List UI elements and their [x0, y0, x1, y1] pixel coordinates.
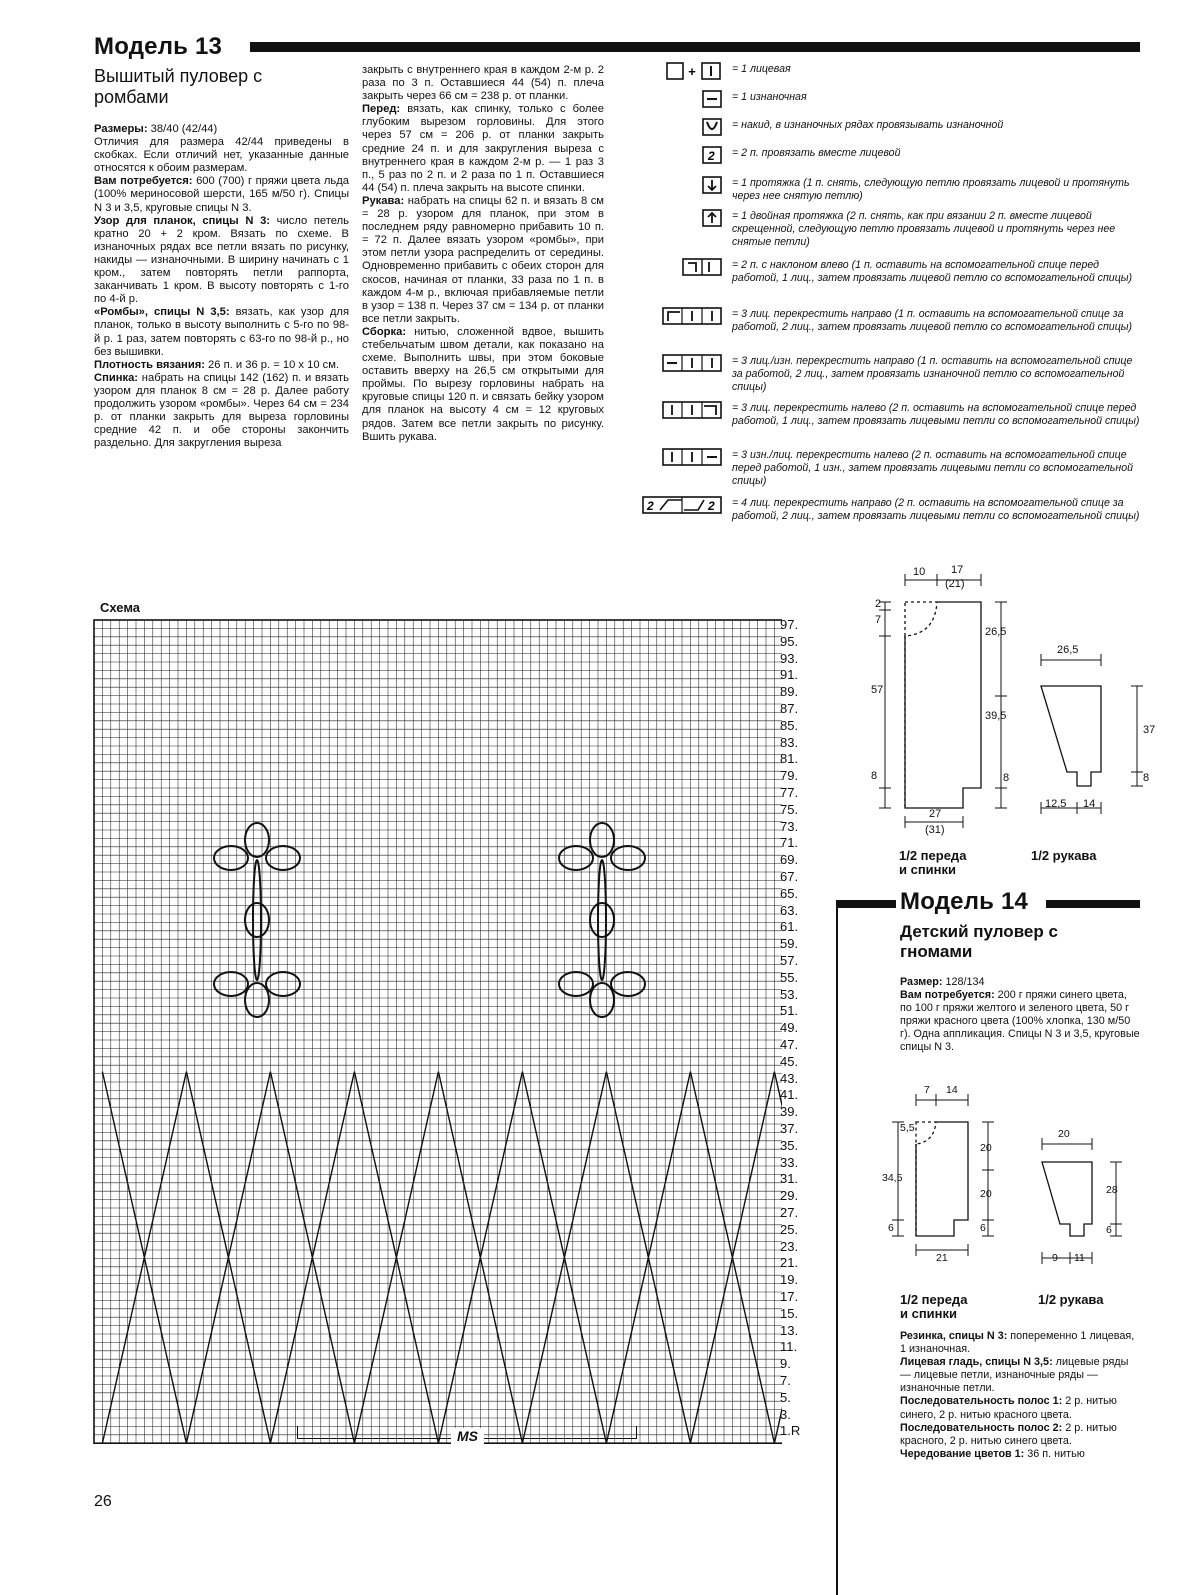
- row-number: 33.: [780, 1154, 799, 1170]
- paragraph: [900, 989, 1140, 1054]
- m14-dim-5-5: 5,5: [900, 1122, 915, 1134]
- model13-title: Модель 13: [94, 33, 223, 60]
- paragraph-label: Резинка, спицы N 3:: [900, 1330, 1008, 1342]
- legend-text: = накид, в изнаночных рядах провязывать изнаночной: [732, 119, 1004, 131]
- model14-schematic: [880, 1080, 1150, 1320]
- m14-dim-7: 7: [924, 1084, 930, 1096]
- row-number: 17.: [780, 1289, 799, 1304]
- k2tog-symbol-icon: [702, 146, 724, 164]
- paragraph: [362, 103, 604, 195]
- paragraph-text: вязать, как узор для планок, только в высоту выполнить с 5-го по 98-й р. 1 раз, затем повторять с 63-го по 98-й р., но без вышивки.: [94, 306, 349, 358]
- paragraph-text: 200 г пряжи синего цвета, по 100 г пряжи желтого и зеленого цвета, 50 г пряжи красного цвета (100% хлопка, 130 м/50 г). Одна аппликация. Спицы N 3 и 3,5, круговые спицы N 3.: [900, 989, 1140, 1054]
- sleeve-dim-26-5: 26,5: [1057, 644, 1079, 656]
- paragraph-label: Размер:: [900, 976, 943, 988]
- row-number: 97.: [780, 617, 799, 632]
- page-number: 26: [94, 1493, 112, 1510]
- paragraph-label: Чередование цветов 1:: [900, 1447, 1025, 1460]
- row-number: 11.: [780, 1339, 798, 1355]
- legend-text: = 1 изнаночная: [732, 91, 807, 103]
- paragraph-label: Плотность вязания:: [94, 358, 205, 371]
- sleeve-dim-12-5: 12,5: [1045, 798, 1067, 810]
- row-number: 27.: [780, 1205, 799, 1220]
- row-number: 87.: [780, 701, 799, 716]
- row-number: 37.: [780, 1121, 799, 1136]
- body-piece-outline: [905, 602, 937, 636]
- legend-text: = 3 лиц./изн. перекрестить направо (1 п. оставить на вспомогательной спице за работой, 2 лиц., затем провязать изнаночной петлю со вспомогательной спицы): [732, 355, 1133, 393]
- row-number: 79.: [780, 768, 799, 784]
- model14-subtitle: Детский пуловер с гномами: [900, 922, 1058, 961]
- m14-dim-34-5: 34,5: [882, 1172, 903, 1184]
- row-number: 43.: [780, 1070, 799, 1086]
- row-number: 19.: [780, 1272, 799, 1288]
- paragraph: [900, 1395, 1140, 1421]
- paragraph-label: Сборка:: [362, 325, 407, 338]
- row-number: 21.: [780, 1255, 799, 1271]
- row-number: 89.: [780, 684, 799, 700]
- m14-dim-6-left: 6: [888, 1222, 894, 1234]
- legend-text: = 1 лицевая: [732, 63, 791, 75]
- scheme-label: Схема: [100, 600, 141, 615]
- paragraph: [94, 372, 349, 451]
- model14-rule-left: [836, 900, 896, 908]
- m14-front-back-caption: 1/2 переда и спинки: [900, 1292, 968, 1321]
- row-number: 91.: [780, 667, 799, 683]
- paragraph-label: «Ромбы», спицы N 3,5:: [94, 306, 230, 319]
- model14-body: [900, 1330, 1140, 1461]
- paragraph: [94, 136, 349, 175]
- paragraph: [900, 1330, 1140, 1356]
- paragraph-text: Отличия для размера 42/44 приведены в скобках. Если отличий нет, указанные данные относятся к обоим размерам.: [94, 136, 349, 175]
- m14-dim-21: 21: [936, 1252, 948, 1264]
- model13-text-col-2: [362, 64, 604, 444]
- paragraph-text: 2 р. нитью синего, 2 р. нитью красного цвета.: [900, 1395, 1117, 1421]
- row-number: 9.: [780, 1356, 791, 1372]
- paragraph-text: 26 п. и 36 р. = 10 х 10 см.: [204, 358, 340, 371]
- paragraph: [94, 175, 349, 214]
- ms-label: MS: [451, 1428, 484, 1444]
- paragraph: [94, 123, 349, 136]
- dim-31: (31): [925, 824, 945, 836]
- m14-sleeve-caption: 1/2 рукава: [1038, 1292, 1104, 1307]
- row-number: 57.: [780, 953, 799, 968]
- row-number: 45.: [780, 1053, 799, 1069]
- dim-27: 27: [929, 808, 942, 820]
- paragraph: [900, 1422, 1140, 1448]
- row-number: 15.: [780, 1305, 799, 1321]
- paragraph-label: Последовательность полос 2:: [900, 1421, 1063, 1434]
- svg-text:+: +: [688, 64, 696, 79]
- sleeve-dim-14: 14: [1083, 798, 1096, 810]
- row-number: 61.: [780, 919, 799, 935]
- m14-dim-14: 14: [946, 1084, 958, 1096]
- paragraph-label: Узор для планок, спицы N 3:: [94, 214, 271, 227]
- dim-57: 57: [871, 684, 884, 696]
- c3r-symbol-icon: [662, 307, 724, 325]
- legend-text: = 1 протяжка (1 п. снять, следующую петлю провязать лицевой и протянуть через нее снятую петлю): [732, 177, 1130, 202]
- paragraph-label: Размеры:: [94, 123, 148, 135]
- legend-text: = 1 двойная протяжка (2 п. снять, как при вязании 2 п. вместе лицевой скрещенной, следующую петлю провязать лицевой и протянуть через нее снятые петли): [732, 210, 1116, 248]
- paragraph-text: 600 (700) г пряжи цвета льда (100% мериносовой шерсти, 165 м/50 г). Спицы N 3 и 3,5, круговые спицы N 3.: [94, 175, 349, 214]
- row-number: 69.: [780, 852, 799, 868]
- header-rule: [250, 42, 1140, 52]
- svg-text:2: 2: [708, 149, 715, 163]
- paragraph-text: набрать на спицы 142 (162) п. и вязать узором для планок 8 см = 28 р. Далее работу продолжить узором «ромбы». Через 64 см = 234 р. от планки закрыть для выреза горловины средние 42 п. и обе стороны закончить раздельно. Для закругления выреза: [94, 371, 349, 450]
- purl-symbol-icon: [702, 90, 724, 108]
- dim-17: 17: [951, 564, 964, 576]
- paragraph: [94, 306, 349, 358]
- paragraph: [362, 64, 604, 103]
- sleeve-dim-37: 37: [1143, 724, 1156, 736]
- paragraph: [94, 215, 349, 307]
- paragraph-text: лицевые ряды — лицевые петли, изнаночные ряды — изнаночные петли.: [900, 1356, 1129, 1395]
- row-number: 95.: [780, 633, 799, 649]
- m14-sleeve-dim-28: 28: [1106, 1184, 1118, 1196]
- knit-symbol-icon: [666, 62, 724, 80]
- row-number: 13.: [780, 1322, 799, 1338]
- legend-text: = 4 лиц. перекрестить направо (2 п. оставить на вспомогательной спице за работой, 2 лиц., затем провязать лицевыми петли со вспомогательной спицы): [732, 497, 1140, 522]
- dim-7: 7: [875, 614, 882, 626]
- m14-sleeve-dim-9: 9: [1052, 1252, 1058, 1264]
- row-number: 59.: [780, 936, 799, 952]
- dim-39-5: 39,5: [985, 710, 1007, 722]
- model13-schematic: [845, 560, 1175, 880]
- model14-rule-right: [1046, 900, 1140, 908]
- paragraph-label: Вам потребуется:: [900, 989, 995, 1002]
- dim-21: (21): [945, 578, 965, 590]
- yo-symbol-icon: [702, 118, 724, 136]
- row-number: 63.: [780, 902, 799, 918]
- paragraph: [362, 326, 604, 444]
- model14-title: Модель 14: [900, 888, 1029, 915]
- row-number: 3.: [780, 1406, 791, 1422]
- legend-text: = 3 лиц. перекрестить направо (1 п. оставить на вспомогательной спице за работой, 2 лиц., затем провязать лицевой петлю со вспомогательной спицы): [732, 308, 1133, 333]
- row-number: 85.: [780, 717, 799, 733]
- knitting-chart: [92, 618, 782, 1468]
- paragraph: [900, 1448, 1140, 1461]
- paragraph-text: 2 р. нитью красного, 2 р. нитью синего цвета.: [900, 1421, 1117, 1447]
- m14-dim-20-bottom: 20: [980, 1188, 992, 1200]
- model13-subtitle: [94, 66, 262, 108]
- m14-dim-20-top: 20: [980, 1142, 992, 1154]
- c3rp-symbol-icon: [662, 354, 724, 372]
- paragraph-label: Лицевая гладь, спицы N 3,5:: [900, 1356, 1053, 1369]
- m14-sleeve-dim-6: 6: [1106, 1224, 1112, 1236]
- row-number: 73.: [780, 818, 799, 834]
- sleeve-caption: 1/2 рукава: [1031, 848, 1097, 863]
- row-number: 23.: [780, 1238, 799, 1254]
- row-number: 25.: [780, 1221, 799, 1237]
- dbl-symbol-icon: [702, 209, 724, 227]
- row-number: 29.: [780, 1188, 799, 1204]
- paragraph-label: Перед:: [362, 103, 401, 116]
- lt-symbol-icon: [682, 258, 724, 276]
- row-number: 31.: [780, 1171, 799, 1187]
- svg-text:2: 2: [647, 499, 654, 513]
- paragraph-text: попеременно 1 лицевая, 1 изнаночная.: [900, 1330, 1135, 1356]
- paragraph-text: 128/134: [942, 976, 985, 988]
- model14-rule-vertical: [836, 900, 838, 1595]
- legend-text: = 2 п. с наклоном влево (1 п. оставить на вспомогательной спице перед работой, 1 лиц., затем провязать лицевой петлю со вспомогательной спицы): [732, 259, 1133, 284]
- paragraph-text: набрать на спицы 62 п. и вязать 8 см = 28 р. узором для планок, при этом в последнем ряду равномерно прибавить 10 п. = 72 п. Далее вязать узором «ромбы», при этом петли узора распределить от середины. Одновременно прибавить с обеих сторон для скосов, начиная от планки, 33 раза по 1 п. в каждом 4-м р., включая прибавляемые петли в узор = 138 п. Через 37 см = 134 р. от планки все петли закрыть.: [362, 194, 604, 325]
- row-number: 7.: [780, 1373, 791, 1388]
- paragraph: [900, 976, 1140, 989]
- row-number: 53.: [780, 986, 799, 1002]
- c4r-symbol-icon: [642, 496, 724, 514]
- model13-text-col-1: [94, 123, 349, 450]
- paragraph: [362, 195, 604, 326]
- row-number: 39.: [780, 1104, 799, 1120]
- row-number: 41.: [780, 1087, 799, 1103]
- row-number: 77.: [780, 785, 799, 800]
- row-number: 81.: [780, 751, 799, 767]
- sleeve-piece-outline: [1041, 686, 1101, 786]
- row-number: 1.R: [780, 1423, 801, 1439]
- row-number: 71.: [780, 835, 799, 851]
- dim-8-right: 8: [1003, 772, 1010, 784]
- legend-text: = 3 лиц. перекрестить налево (2 п. оставить на вспомогательной спице перед работой, 1 лиц., затем провязать лицевыми петли со вспомогательной спицы): [732, 402, 1140, 427]
- m14-dim-6-right: 6: [980, 1222, 986, 1234]
- dim-10: 10: [913, 566, 926, 578]
- row-number: 65.: [780, 885, 799, 901]
- c3l-symbol-icon: [662, 401, 724, 419]
- dim-26-5: 26,5: [985, 626, 1007, 638]
- m14-sleeve-dim-20: 20: [1058, 1128, 1070, 1140]
- paragraph: [94, 359, 349, 372]
- paragraph-text: число петель кратно 20 + 2 кром. Вязать по схеме. В изнаночных рядах все петли вязать по рисунку, накиды — изнаночными. В ширину начинать с 1 кром., затем повторять петли раппорта, заканчивать 1 кром. В высоту повторять с 1-го по 4-й р.: [94, 214, 349, 306]
- legend-text: = 2 п. провязать вместе лицевой: [732, 147, 901, 159]
- dim-2: 2: [875, 598, 882, 610]
- legend-text: = 3 изн./лиц. перекрестить налево (2 п. оставить на вспомогательной спице перед работой, 1 изн., затем провязать лицевыми петли со вспомогательной спицы): [732, 449, 1133, 487]
- paragraph-label: Вам потребуется:: [94, 175, 193, 188]
- row-number: 51.: [780, 1003, 799, 1019]
- svg-text:2: 2: [708, 499, 715, 513]
- c3lp-symbol-icon: [662, 448, 724, 466]
- paragraph-text: 36 п. нитью: [1024, 1447, 1085, 1460]
- dim-8-left: 8: [871, 770, 878, 782]
- front-back-caption: 1/2 переда и спинки: [899, 848, 967, 877]
- paragraph-label: Последовательность полос 1:: [900, 1395, 1063, 1408]
- paragraph-text: нитью, сложенной вдвое, вышить стебельчатым швом детали, как показано на схеме. Выполнить швы, при этом боковые оставить вверху на 26,5 см открытыми для проймы. По вырезу горловины набрать на круговые спицы 120 п. и связать бейку узором для планок на высоту 4 см = 12 круговых рядов. Затем все петли закрыть по рисунку. Вшить рукава.: [362, 325, 604, 443]
- m14-sleeve-dim-11: 11: [1074, 1252, 1085, 1264]
- row-number: 55.: [780, 969, 799, 985]
- row-number: 75.: [780, 801, 799, 817]
- row-number: 35.: [780, 1137, 799, 1153]
- ssk-symbol-icon: [702, 176, 724, 194]
- paragraph-text: 38/40 (42/44): [147, 123, 218, 135]
- sleeve-dim-8: 8: [1143, 772, 1150, 784]
- row-number: 5.: [780, 1389, 791, 1405]
- row-number: 47.: [780, 1037, 799, 1052]
- paragraph-text: закрыть с внутреннего края в каждом 2-м р. 2 раза по 3 п. Оставшиеся 44 (54) п. плеча закрыть через 66 см = 238 р. от планки.: [362, 64, 604, 103]
- row-number: 93.: [780, 650, 799, 666]
- row-number: 49.: [780, 1020, 799, 1036]
- paragraph-label: Спинка:: [94, 371, 139, 384]
- paragraph-text: вязать, как спинку, только с более глубоким вырезом горловины. Для этого через 57 см = 206 р. от планки закрыть средние 24 п. и для закругления выреза с внутреннего края в каждом 2-м р. — 1 раз 3 п., 5 раз по 2 п. и 2 раза по 1 п. Оставшиеся 44 (54) п. плеча закрыть на высоте спинки.: [362, 103, 604, 194]
- row-number: 67.: [780, 869, 799, 884]
- model14-intro: [900, 976, 1140, 1055]
- paragraph: [900, 1356, 1140, 1395]
- subtitle-line-1: Вышитый пуловер с: [94, 66, 263, 86]
- row-number: 83.: [780, 734, 799, 750]
- subtitle-line-2: ромбами: [94, 87, 169, 107]
- paragraph-label: Рукава:: [362, 194, 405, 207]
